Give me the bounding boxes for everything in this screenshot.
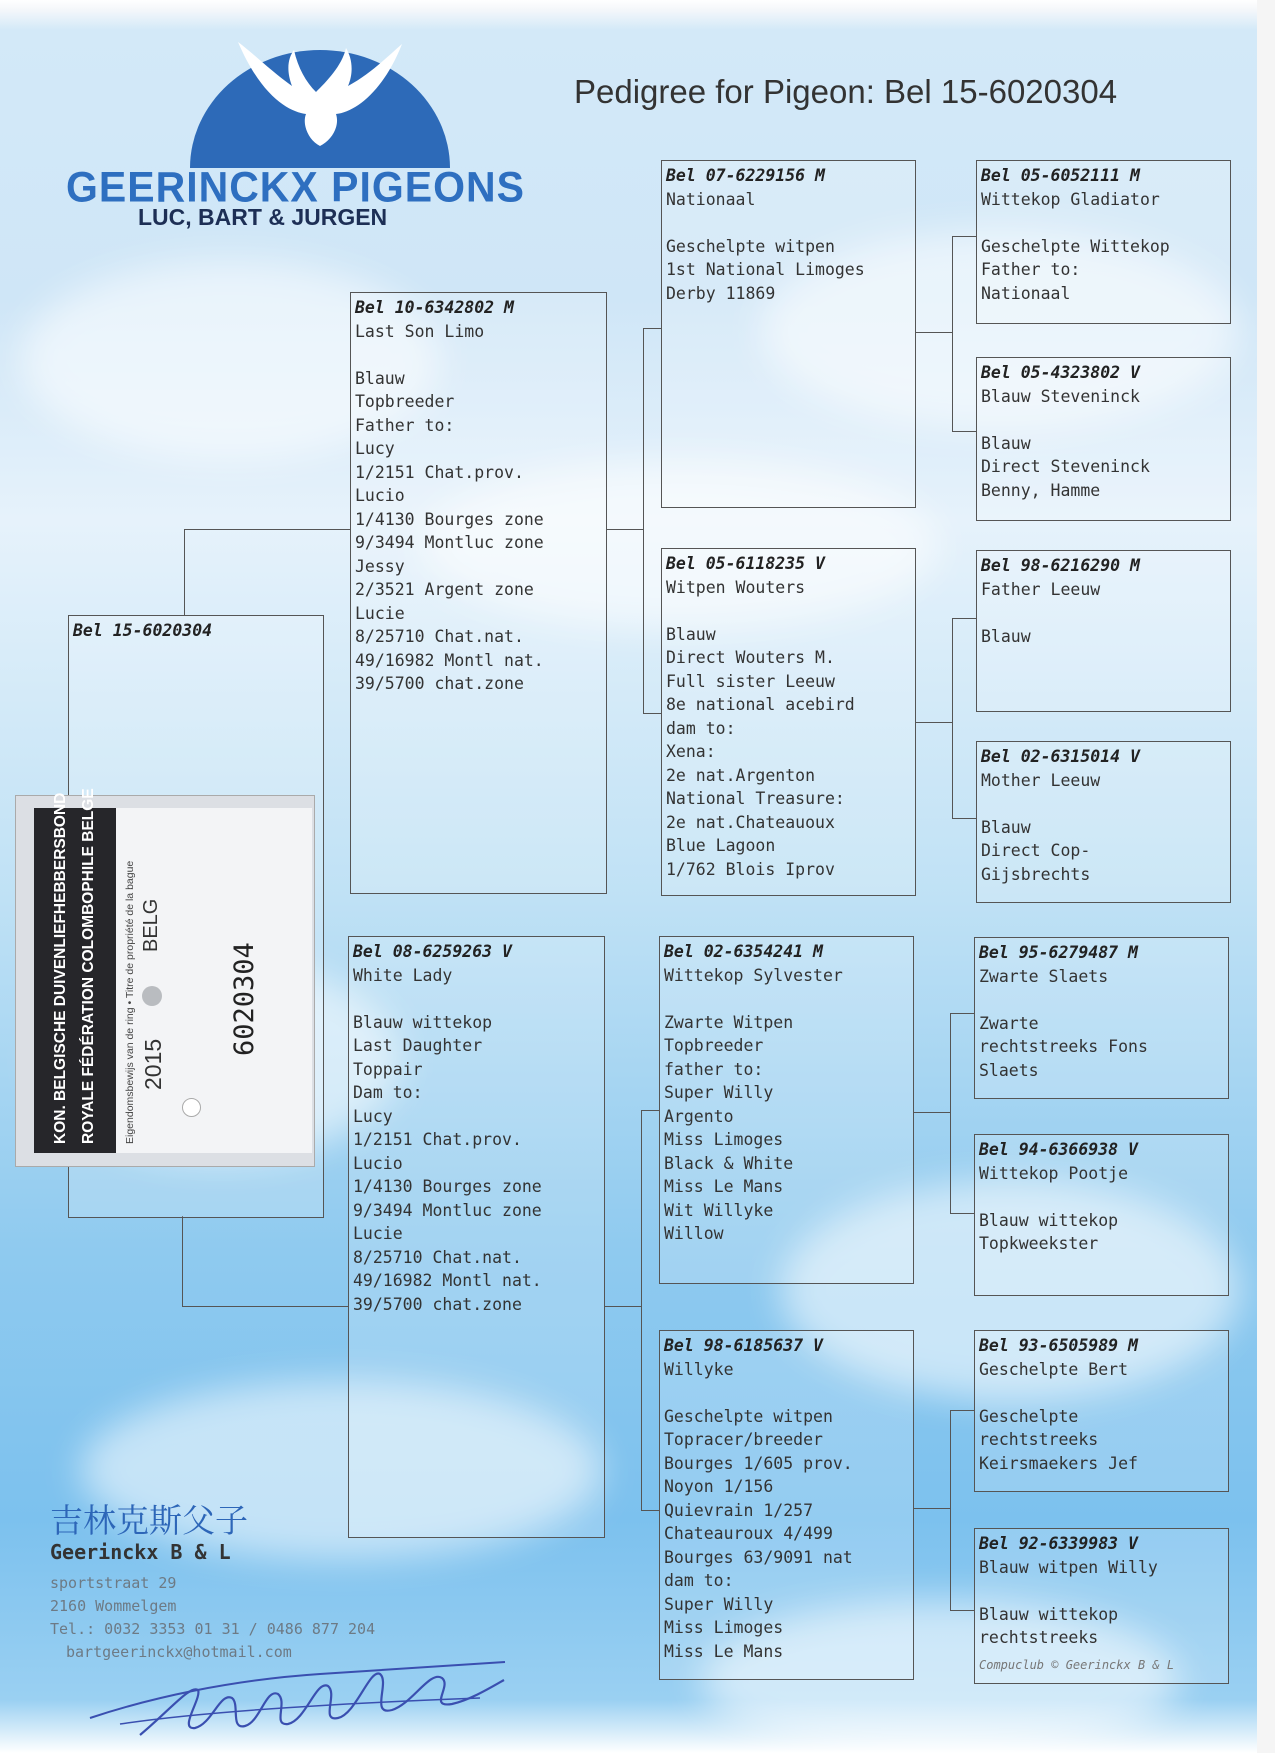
pedigree-line: Father to: (355, 415, 455, 435)
pedigree-line: Blauw wittekop (353, 1012, 493, 1032)
pedigree-line: Keirsmaekers Jef (979, 1453, 1138, 1473)
pedigree-line: Direct Steveninck (981, 457, 1150, 476)
pedigree-line: Lucio (355, 486, 405, 505)
ring-number: Bel 05-6118235 V (666, 554, 825, 573)
pedigree-line: Miss Limoges (664, 1130, 784, 1149)
pedigree-notes (979, 1556, 1228, 1650)
pedigree-line (981, 601, 1230, 625)
pedigree-line: rechtstreeks Fons (979, 1037, 1148, 1056)
pedigree-line: Blauw (981, 626, 1031, 646)
pedigree-notes (981, 385, 1230, 503)
pedigree-line: Blauw (981, 433, 1031, 453)
pedigree-line: Mother Leeuw (981, 770, 1101, 790)
ring-number: Bel 02-6315014 V (981, 747, 1140, 766)
ring-number: Bel 05-4323802 V (981, 363, 1140, 382)
pedigree-line: Willow (664, 1224, 724, 1243)
ring-number: Bel 92-6339983 V (979, 1534, 1138, 1553)
ring-number: Bel 98-6185637 V (664, 1336, 823, 1355)
ring-number: Bel 94-6366938 V (979, 1140, 1138, 1159)
sire-sire-box (661, 160, 916, 508)
pedigree-line: 9/3494 Montluc zone (355, 533, 544, 552)
pedigree-line: Full sister Leeuw (666, 671, 835, 691)
dam-dam-box (659, 1330, 914, 1680)
pedigree-line: Geschelpte (979, 1406, 1079, 1426)
contact-name-chinese: 吉林克斯父子 (50, 1501, 248, 1540)
ring-country: BELG (140, 898, 162, 952)
pedigree-line: Blue Lagoon (666, 836, 776, 855)
ring-number: Bel 07-6229156 M (666, 166, 825, 185)
sire-sire-dam-box (976, 357, 1231, 521)
ring-label-number: 6020304 (229, 942, 260, 1056)
pedigree-line: Blauw Steveninck (981, 386, 1140, 406)
pedigree-line (979, 1185, 1228, 1209)
ring-number: Bel 15-6020304 (73, 621, 213, 640)
ring-number: Bel 98-6216290 M (981, 556, 1140, 575)
pedigree-line (353, 987, 604, 1011)
pedigree-notes (979, 1162, 1228, 1256)
pedigree-line: Lucy (355, 439, 395, 458)
page-title: Pedigree for Pigeon: Bel 15-6020304 (574, 73, 1118, 110)
pedigree-line: Topbreeder (355, 392, 455, 411)
pedigree-line: rechtstreeks (979, 1430, 1099, 1449)
pedigree-line (664, 1381, 913, 1405)
pedigree-line: Topbreeder (664, 1036, 764, 1055)
ring-number: Bel 08-6259263 V (353, 942, 512, 961)
pedigree-line: Wittekop Gladiator (981, 189, 1160, 209)
pedigree-line: 2/3521 Argent zone (355, 580, 534, 599)
dam-dam-sire-box (974, 1330, 1229, 1492)
sire-dam-dam-box (976, 741, 1231, 903)
contact-block (50, 1495, 375, 1664)
federation-nl: KON. BELGISCHE DUIVENLIEFHEBBERSBOND (52, 792, 69, 1144)
pedigree-notes (666, 188, 915, 306)
ring-label-bar (34, 788, 116, 1153)
signature (80, 1640, 520, 1745)
pedigree-notes (981, 188, 1230, 306)
ring-label (15, 788, 315, 1167)
pedigree-line: Father to: (981, 260, 1081, 279)
sire-dam-box (661, 548, 916, 896)
pedigree-line (981, 408, 1230, 432)
pedigree-line: 49/16982 Montl nat. (353, 1271, 542, 1290)
pedigree-line: Bourges 63/9091 nat (664, 1547, 853, 1567)
pedigree-line: Nationaal (981, 283, 1071, 303)
pedigree-line: 49/16982 Montl nat. (355, 650, 544, 670)
pedigree-line: Gijsbrechts (981, 864, 1091, 884)
pedigree-line: White Lady (353, 965, 453, 985)
pedigree-line: Blauw wittekop (979, 1604, 1119, 1624)
ring-number: Bel 10-6342802 M (355, 298, 514, 317)
pedigree-line: Benny, Hamme (981, 480, 1101, 500)
pedigree-line: father to: (664, 1059, 764, 1079)
pedigree-line: Derby 11869 (666, 283, 776, 303)
pedigree-line: 1/762 Blois Iprov (666, 859, 835, 879)
pedigree-line: Miss Limoges (664, 1618, 784, 1637)
contact-street: sportstraat 29 (50, 1574, 177, 1592)
pedigree-line: Topracer/breeder (664, 1430, 823, 1449)
pedigree-line: dam to: (664, 1571, 734, 1590)
footer-credit: Compuclub © Geerinckx B & L (979, 1658, 1175, 1672)
pedigree-line: Geschelpte Bert (979, 1359, 1129, 1379)
pedigree-line: Noyon 1/156 (664, 1477, 774, 1496)
pedigree-line: 39/5700 chat.zone (355, 674, 524, 693)
pedigree-line: Direct Cop- (981, 841, 1091, 860)
sire-sire-sire-box (976, 160, 1231, 324)
pedigree-notes (664, 1358, 913, 1664)
pedigree-line: Nationaal (666, 189, 756, 209)
pedigree-line: 8e national acebird (666, 695, 855, 714)
pedigree-line: Blauw (666, 624, 716, 644)
pedigree-line: 2e nat.Argenton (666, 765, 816, 785)
pedigree-line: Last Daughter (353, 1036, 483, 1055)
dam-sire-box (659, 936, 914, 1284)
pedigree-line: Bourges 1/605 prov. (664, 1453, 853, 1473)
pedigree-line (979, 1381, 1228, 1405)
sire-dam-sire-box (976, 550, 1231, 712)
pedigree-line: Last Son Limo (355, 321, 485, 341)
pedigree-line: 9/3494 Montluc zone (353, 1200, 542, 1220)
pedigree-line: 1/4130 Bourges zone (353, 1177, 542, 1196)
pedigree-notes (979, 1358, 1228, 1476)
logo-subtitle: LUC, BART & JURGEN (138, 204, 388, 230)
coin-icon (142, 986, 162, 1006)
pedigree-line: dam to: (666, 718, 736, 738)
pedigree-line: 39/5700 chat.zone (353, 1294, 522, 1314)
pedigree-line: 8/25710 Chat.nat. (355, 627, 524, 646)
pedigree-line: Blauw (355, 368, 405, 388)
punch-hole (182, 1098, 201, 1117)
pedigree-line (666, 211, 915, 235)
dam-sire-dam-box (974, 1134, 1229, 1296)
dam-dam-dam-box (974, 1528, 1229, 1684)
pedigree-line: Quievrain 1/257 (664, 1500, 814, 1520)
pedigree-line (664, 987, 913, 1011)
pedigree-line: Lucie (353, 1224, 403, 1243)
pedigree-line: Wit Willyke (664, 1200, 774, 1220)
pedigree-line: 2e nat.Chateauoux (666, 812, 835, 832)
pedigree-line: Zwarte Slaets (979, 966, 1109, 986)
dam-sire-sire-box (974, 937, 1229, 1099)
logo-title: GEERINCKX PIGEONS (66, 162, 525, 212)
ring-label-panel (116, 808, 312, 1153)
pedigree-line: Geschelpte witpen (666, 236, 835, 256)
pedigree-line: 8/25710 Chat.nat. (353, 1247, 522, 1267)
pedigree-line: Willyke (664, 1359, 734, 1379)
pedigree-line: Blauw wittekop (979, 1210, 1119, 1230)
ring-number: Bel 05-6052111 M (981, 166, 1140, 185)
pedigree-line: National Treasure: (666, 789, 845, 808)
pedigree-line: Argento (664, 1106, 734, 1126)
ownership-text: Eigendomsbewijs van de ring • Titre de propriété de la bague (124, 860, 136, 1144)
pedigree-line (979, 1579, 1228, 1603)
pedigree-line: Direct Wouters M. (666, 648, 835, 667)
pedigree-line: Super Willy (664, 1083, 774, 1102)
sheet-edge (1257, 0, 1275, 1753)
pedigree-line: Xena: (666, 742, 716, 761)
pedigree-line (981, 792, 1230, 816)
pedigree-line: Zwarte Witpen (664, 1012, 794, 1032)
pedigree-notes (353, 964, 604, 1317)
pedigree-line: Father Leeuw (981, 579, 1101, 599)
pedigree-line: Zwarte (979, 1013, 1039, 1033)
pedigree-notes (979, 965, 1228, 1083)
pedigree-line: Black & White (664, 1153, 794, 1173)
pedigree-line: Dam to: (353, 1083, 423, 1102)
pedigree-line: 1/2151 Chat.prov. (355, 462, 524, 482)
pedigree-line: 1st National Limoges (666, 260, 865, 279)
pedigree-line: 1/4130 Bourges zone (355, 509, 544, 529)
pedigree-notes (664, 964, 913, 1246)
pedigree-line: Wittekop Pootje (979, 1163, 1129, 1183)
pedigree-line: Geschelpte Wittekop (981, 236, 1170, 256)
pedigree-line: Miss Le Mans (664, 1177, 784, 1196)
pedigree-line (666, 599, 915, 623)
contact-name: Geerinckx B & L (50, 1540, 231, 1564)
pedigree-line: Geschelpte witpen (664, 1406, 833, 1426)
ring-number: Bel 95-6279487 M (979, 943, 1138, 962)
pedigree-notes (355, 320, 606, 696)
dam-box (348, 936, 605, 1538)
pedigree-line: Miss Le Mans (664, 1641, 784, 1661)
pedigree-line: Wittekop Sylvester (664, 965, 843, 985)
pedigree-line: rechtstreeks (979, 1628, 1099, 1647)
pedigree-line: Super Willy (664, 1594, 774, 1614)
geerinckx-logo-emblem (180, 28, 460, 168)
pedigree-line (981, 211, 1230, 235)
pedigree-line: Lucie (355, 603, 405, 623)
pedigree-line: Blauw witpen Willy (979, 1557, 1158, 1577)
pedigree-line: Blauw (981, 817, 1031, 837)
pedigree-line: Lucy (353, 1106, 393, 1126)
pedigree-line: Slaets (979, 1060, 1039, 1080)
ring-number: Bel 93-6505989 M (979, 1336, 1138, 1355)
pedigree-notes (981, 769, 1230, 887)
pedigree-line: Toppair (353, 1059, 423, 1079)
pedigree-line: Chateauroux 4/499 (664, 1524, 833, 1543)
pedigree-line (979, 988, 1228, 1012)
federation-fr: ROYALE FÉDÉRATION COLOMBOPHILE BELGE (80, 788, 97, 1144)
contact-city: 2160 Wommelgem (50, 1597, 177, 1615)
contact-phone: Tel.: 0032 3353 01 31 / 0486 877 204 (50, 1620, 376, 1638)
pedigree-line (355, 343, 606, 367)
pedigree-line: Jessy (355, 556, 405, 576)
pedigree-line: 1/2151 Chat.prov. (353, 1130, 522, 1149)
ring-year: 2015 (140, 1038, 166, 1090)
sire-box (350, 292, 607, 894)
pedigree-line: Topkweekster (979, 1234, 1099, 1253)
pedigree-line: Lucio (353, 1153, 403, 1173)
pedigree-notes (981, 578, 1230, 649)
ring-number: Bel 02-6354241 M (664, 942, 823, 961)
pedigree-line: Witpen Wouters (666, 577, 806, 597)
contact-email[interactable]: bartgeerinckx@hotmail.com (66, 1643, 292, 1661)
pedigree-notes (666, 576, 915, 882)
